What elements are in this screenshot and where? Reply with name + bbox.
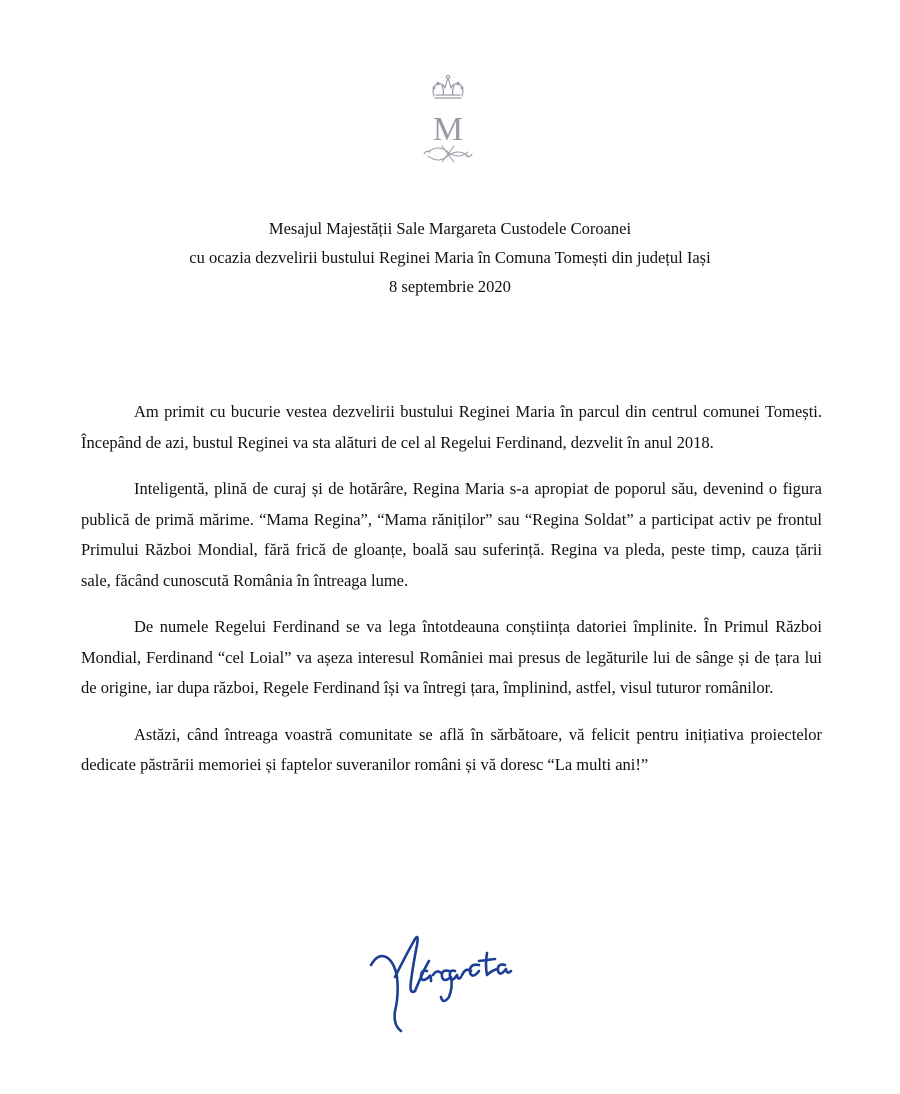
svg-text:M: M [432,111,464,148]
title-line-1: Mesajul Majestății Sale Margareta Custodele Coroanei [268,219,632,238]
paragraph: De numele Regelui Ferdinand se va lega întotdeauna conștiința datoriei împlinite. În Primul Război Mondial, Ferdinand “cel Loial” va așeza interesul României mai presus de legăturile lui de sânge și de țara lui de origine, iar dupa război, Regele Ferdinand își va întregi țara, împlinind, astfel, visul tuturor românilor. [81,617,822,697]
document-date: 8 septembrie 2020 [389,277,511,296]
document-header [0,214,900,301]
handwritten-signature [365,925,540,1035]
message-body [81,397,822,797]
paragraph: Am primit cu bucurie vestea dezvelirii bustului Reginei Maria în parcul din centrul comunei Tomești. Începând de azi, bustul Reginei va sta alături de cel al Regelui Ferdinand, dezvelit în anul 2018. [81,402,822,452]
paragraph: Inteligentă, plină de curaj și de hotărâre, Regina Maria s-a apropiat de poporul său, devenind o figura publică de primă mărime. “Mama Regina”, “Mama răniților” sau “Regina Soldat” a participat activ pe frontul Primului Război Mondial, fără frică de gloanțe, boală sau suferință. Regina va pleda, peste timp, cauza țării sale, făcând cunoscută România în întreaga lume. [81,479,822,590]
paragraph: Astăzi, când întreaga voastră comunitate se află în sărbătoare, vă felicit pentru inițiativa proiectelor dedicate păstrării memoriei și faptelor suveranilor români și vă doresc “La multi ani!” [81,724,822,774]
royal-monogram-crown-icon [418,74,478,166]
title-line-2: cu ocazia dezvelirii bustului Reginei Maria în Comuna Tomești din județul Iași [189,248,711,267]
